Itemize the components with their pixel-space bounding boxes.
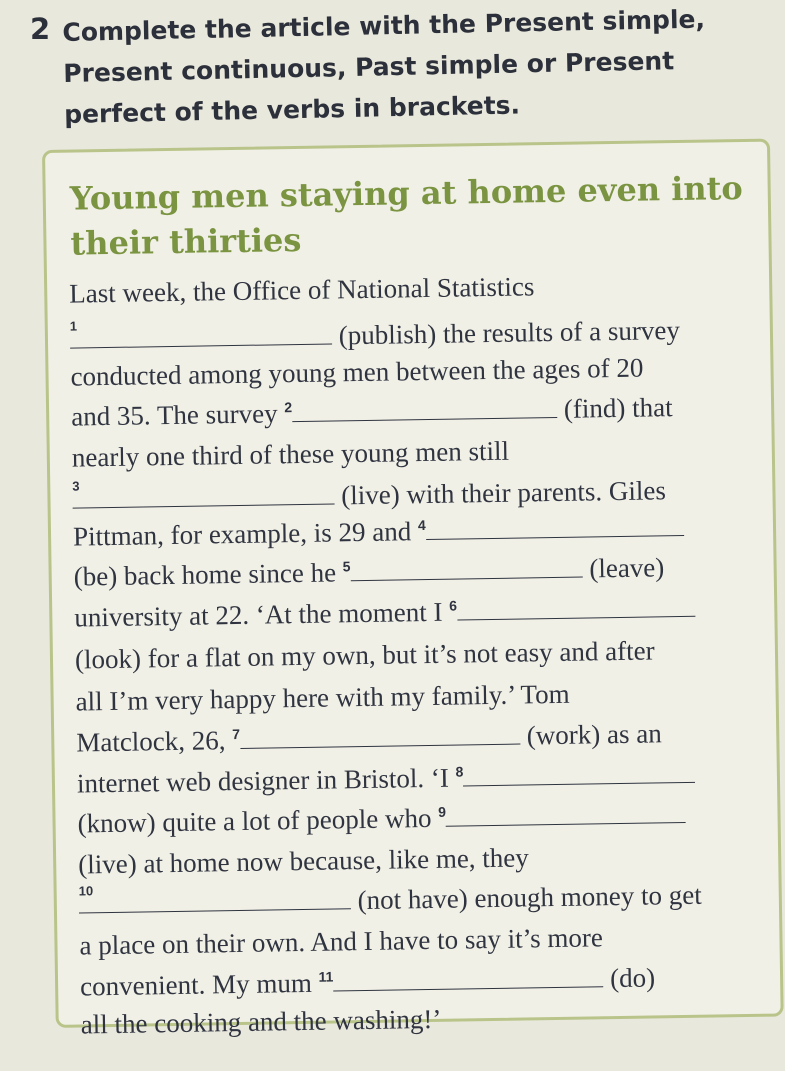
blank-number: 6 bbox=[449, 597, 458, 614]
blank-number: 4 bbox=[417, 517, 426, 534]
blank-number: 11 bbox=[318, 968, 334, 985]
blank-number: 2 bbox=[284, 399, 293, 416]
instruction-line: Present continuous, Past simple or Present bbox=[62, 46, 675, 88]
article-line: (know) quite a lot of people who $^9$ bbox=[77, 791, 768, 846]
article-line: internet web designer in Bristol. ‘I $^8$ bbox=[77, 751, 768, 806]
headline-line: Young men staying at home even into bbox=[69, 169, 744, 218]
exercise-number: 2 bbox=[30, 12, 51, 46]
answer-blank-11[interactable] bbox=[333, 962, 603, 991]
article-headline bbox=[69, 166, 750, 267]
answer-blank-1[interactable] bbox=[70, 319, 332, 348]
exercise-instruction bbox=[62, 0, 744, 135]
blank-number: 7 bbox=[232, 725, 241, 743]
instruction-line: perfect of the verbs in brackets. bbox=[63, 90, 521, 129]
blank-number: 1 bbox=[69, 318, 78, 334]
answer-blank-2[interactable] bbox=[292, 393, 557, 422]
instruction-line: Complete the article with the Present simple, bbox=[62, 4, 706, 47]
article-line: Last week, the Office of National Statistics bbox=[69, 271, 535, 309]
blank-number: 5 bbox=[342, 558, 351, 575]
article-line: university at 22. ‘At the moment I $^6$ bbox=[74, 585, 765, 640]
article-line: conducted among young men between the ages of 20 bbox=[70, 352, 644, 392]
article-line: 1 (publish) the results of a survey bbox=[69, 315, 681, 351]
article-line: nearly one third of these young men still bbox=[71, 435, 510, 473]
article-line: a place on their own. And I have to say it’s more bbox=[79, 922, 604, 961]
article-line: (be) back home since he $^5$ (leave) bbox=[73, 552, 665, 592]
answer-blank-7[interactable] bbox=[240, 720, 520, 749]
article-box bbox=[42, 139, 784, 1040]
article-line: Matclock, 26, $^7$ (work) as an bbox=[76, 718, 662, 758]
answer-blank-9[interactable] bbox=[446, 798, 686, 827]
article-line: all I’m very happy here with my family.’ Tom bbox=[75, 678, 570, 717]
article-line: 10 (not have) enough money to get bbox=[78, 879, 702, 916]
answer-blank-5[interactable] bbox=[350, 553, 582, 582]
answer-blank-3[interactable] bbox=[72, 479, 334, 508]
blank-number: 8 bbox=[455, 763, 464, 780]
answer-blank-8[interactable] bbox=[463, 758, 695, 787]
article-line: (look) for a flat on my own, but it’s not easy and after bbox=[74, 635, 655, 675]
blank-number: 3 bbox=[72, 478, 80, 494]
article-line: all the cooking and the washing!’ bbox=[80, 1003, 442, 1040]
answer-blank-10[interactable] bbox=[79, 884, 351, 913]
answer-blank-4[interactable] bbox=[426, 511, 684, 540]
headline-line: their thirties bbox=[70, 220, 302, 263]
article-line: convenient. My mum $^{11}$ (do) bbox=[79, 962, 656, 1002]
answer-blank-6[interactable] bbox=[457, 592, 695, 621]
article-line: (live) at home now because, like me, they bbox=[77, 842, 530, 880]
article-line: 3 (live) with their parents. Giles bbox=[72, 475, 667, 511]
article-line: and 35. The survey $^2$ (find) that bbox=[70, 392, 673, 432]
blank-number: 9 bbox=[437, 803, 447, 820]
article-line: Pittman, for example, is 29 and $^4$ bbox=[73, 504, 764, 559]
blank-number: 10 bbox=[78, 883, 94, 899]
